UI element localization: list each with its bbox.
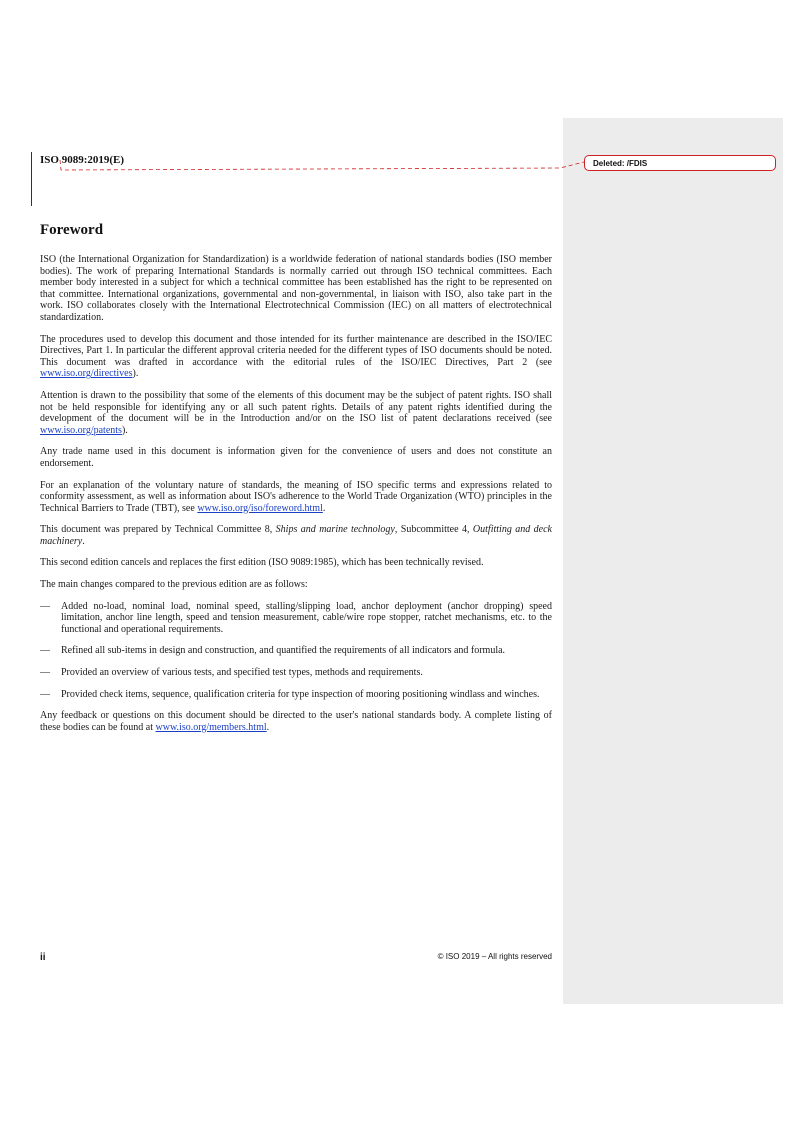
page-title: Foreword bbox=[40, 222, 104, 238]
list-item: — Added no-load, nominal load, nominal speed, stalling/slipping load, anchor deployment (anchor dropping) speed limitation, anchor line length, speed and tension measurement, cable/wire rope stopper, ratchet mechanisms, etc. to the functional and operational requirements. bbox=[40, 600, 552, 635]
paragraph-main-changes: The main changes compared to the previous edition are as follows: bbox=[40, 579, 308, 591]
deleted-comment-balloon[interactable]: Deleted: /FDIS bbox=[584, 155, 776, 171]
change-bar bbox=[31, 152, 32, 206]
directives-link[interactable]: www.iso.org/directives bbox=[40, 368, 133, 380]
footer-page-number: ii bbox=[40, 952, 46, 963]
header-document-code: ISO 9089:2019(E) bbox=[40, 154, 125, 166]
list-item: — Refined all sub-items in design and construction, and quantified the requirements of all indicators and formula. bbox=[40, 645, 506, 657]
list-item: — Provided check items, sequence, qualification criteria for type inspection of mooring positioning windlass and winches. bbox=[40, 688, 540, 700]
paragraph-voluntary-nature: For an explanation of the voluntary nature of standards, the meaning of ISO specific terms and expressions related to conformity assessment, as well as information about ISO's adherence to the World Trade Organization (WTO) principles in the Technical Barriers to Trade (TBT), see www.iso.org/iso/foreword.html. bbox=[40, 479, 552, 514]
paragraph-patents: Attention is drawn to the possibility that some of the elements of this document may be the subject of patent rights. ISO shall not be held responsible for identifying any or all such patent rights. Details of any patent rights identified during the development of the document will be in the Introduction and/or on the ISO list of patent declarations received (see www.iso.org/patents). bbox=[40, 389, 552, 436]
foreword-body bbox=[40, 254, 552, 743]
footer-copyright: © ISO 2019 – All rights reserved bbox=[437, 952, 552, 961]
paragraph-trade-name: Any trade name used in this document is information given for the convenience of users and does not constitute an endorsement. bbox=[40, 446, 552, 469]
list-item: — Provided an overview of various tests, and specified test types, methods and requirements. bbox=[40, 667, 423, 679]
paragraph-iso-intro: ISO (the International Organization for Standardization) is a worldwide federation of national standards bodies (ISO member bodies). The work of preparing International Standards is normally carried out through ISO technical committees. Each member body interested in a subject for which a technical committee has been established has the right to be represented on that committee. International organizations, governmental and non-governmental, in liaison with ISO, also take part in the work. ISO collaborates closely with the International Electrotechnical Commission (IEC) on all matters of electrotechnical standardization. bbox=[40, 254, 552, 323]
markup-pane bbox=[563, 118, 783, 1004]
foreword-link[interactable]: www.iso.org/iso/foreword.html bbox=[197, 502, 323, 514]
paragraph-procedures: The procedures used to develop this document and those intended for its further maintenance are described in the ISO/IEC Directives, Part 1. In particular the different approval criteria needed for the different types of ISO documents should be noted. This document was drafted in accordance with the editorial rules of the ISO/IEC Directives, Part 2 (see www.iso.org/directives). bbox=[40, 333, 552, 380]
members-link[interactable]: www.iso.org/members.html bbox=[155, 721, 267, 733]
paragraph-feedback: Any feedback or questions on this document should be directed to the user's national standards body. A complete listing of these bodies can be found at www.iso.org/members.html. bbox=[40, 710, 552, 733]
paragraph-edition: This second edition cancels and replaces the first edition (ISO 9089:1985), which has been technically revised. bbox=[40, 557, 484, 569]
paragraph-committee: This document was prepared by Technical Committee 8, Ships and marine technology, Subcommittee 4, Outfitting and deck machinery. bbox=[40, 524, 552, 547]
patents-link[interactable]: www.iso.org/patents bbox=[40, 424, 122, 436]
